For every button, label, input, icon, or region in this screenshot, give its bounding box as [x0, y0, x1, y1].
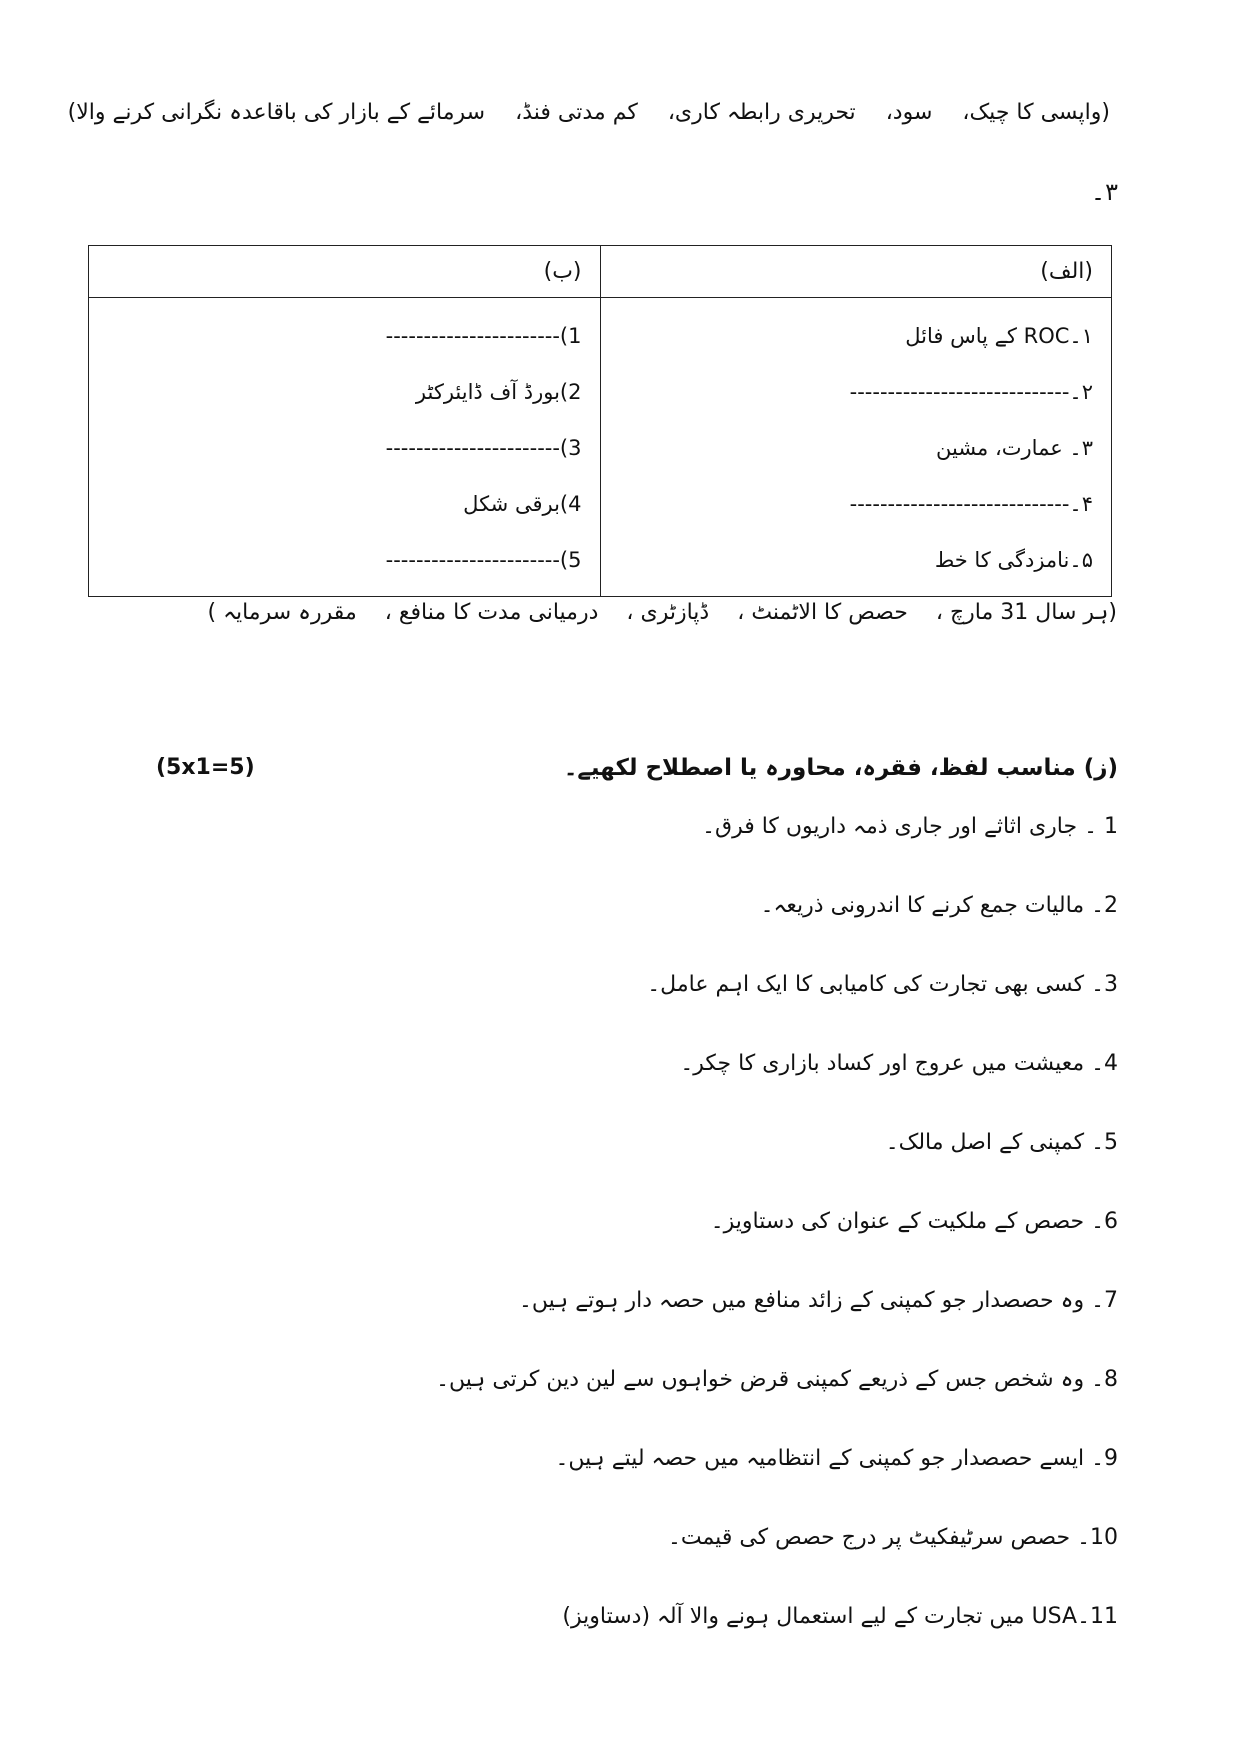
table-body-row [89, 298, 1112, 597]
section-heading: (ز) مناسب لفظ، فقرہ، محاورہ یا اصطلاح لکھیے۔ [563, 755, 1118, 781]
column-a-item: ۵۔نامزدگی کا خط [934, 548, 1093, 572]
option-item: مقررہ سرمایہ ) [207, 600, 357, 625]
question-item: 8۔ وہ شخص جس کے ذریعے کمپنی قرض خواہوں سے لین دین کرتی ہیں۔ [436, 1367, 1118, 1392]
column-b-item: 5)----------------------- [385, 548, 582, 572]
column-b-item: 1)----------------------- [385, 324, 582, 348]
option-item: سود، [885, 100, 933, 125]
column-a-item: ۲۔----------------------------- [849, 380, 1093, 404]
question-item: 7۔ وہ حصصدار جو کمپنی کے زائد منافع میں حصہ دار ہوتے ہیں۔ [519, 1288, 1118, 1313]
option-item: (واپسی کا چیک، [962, 100, 1110, 125]
option-item: ڈپازٹری ، [626, 600, 710, 625]
matching-table [88, 245, 1112, 597]
options-list-2 [207, 600, 1117, 625]
option-item: تحریری رابطہ کاری، [667, 100, 856, 125]
question-list [118, 805, 1118, 1674]
question-item: 11۔USA میں تجارت کے لیے استعمال ہونے والا آلہ (دستاویز) [562, 1604, 1118, 1629]
question-item: 10۔ حصص سرٹیفکیٹ پر درج حصص کی قیمت۔ [667, 1525, 1118, 1550]
question-item: 2۔ مالیات جمع کرنے کا اندرونی ذریعہ۔ [760, 893, 1118, 918]
question-item: 1 ۔ جاری اثاثے اور جاری ذمہ داریوں کا فرق۔ [702, 814, 1118, 839]
option-item: حصص کا الاٹمنٹ ، [737, 600, 908, 625]
column-b-header: (ب) [89, 246, 601, 298]
column-b-item: 2)بورڈ آف ڈایئرکٹر [415, 380, 582, 404]
column-a-item: ۴۔----------------------------- [849, 492, 1093, 516]
option-item: درمیانی مدت کا منافع ، [384, 600, 599, 625]
question-item: 5۔ کمپنی کے اصل مالک۔ [885, 1130, 1118, 1155]
question-item: 9۔ ایسے حصصدار جو کمپنی کے انتظامیہ میں حصہ لیتے ہیں۔ [555, 1446, 1118, 1471]
question-item: 6۔ حصص کے ملکیت کے عنوان کی دستاویز۔ [710, 1209, 1118, 1234]
column-a-item: ۱۔ROC کے پاس فائل [905, 324, 1093, 348]
question-item: 4۔ معیشت میں عروج اور کساد بازاری کا چکر۔ [680, 1051, 1118, 1076]
column-b-item: 4)برقی شکل [463, 492, 582, 516]
question-item: 3۔ کسی بھی تجارت کی کامیابی کا ایک اہم عامل۔ [647, 972, 1118, 997]
option-item: سرمائے کے بازار کی باقاعدہ نگرانی کرنے والا) [67, 100, 486, 125]
column-b-cell [89, 298, 601, 597]
column-a-cell [600, 298, 1112, 597]
column-a-header: (الف) [600, 246, 1112, 298]
column-a-item: ۳۔ عمارت، مشین [936, 436, 1093, 460]
table-header-row [89, 246, 1112, 298]
column-b-item: 3)----------------------- [385, 436, 582, 460]
question-number: ۳۔ [1091, 178, 1118, 206]
option-item: (ہر سال 31 مارچ ، [935, 600, 1117, 625]
options-list-1 [67, 100, 1110, 125]
option-item: کم مدتی فنڈ، [515, 100, 638, 125]
section-marks: (5x1=5) [156, 755, 255, 780]
